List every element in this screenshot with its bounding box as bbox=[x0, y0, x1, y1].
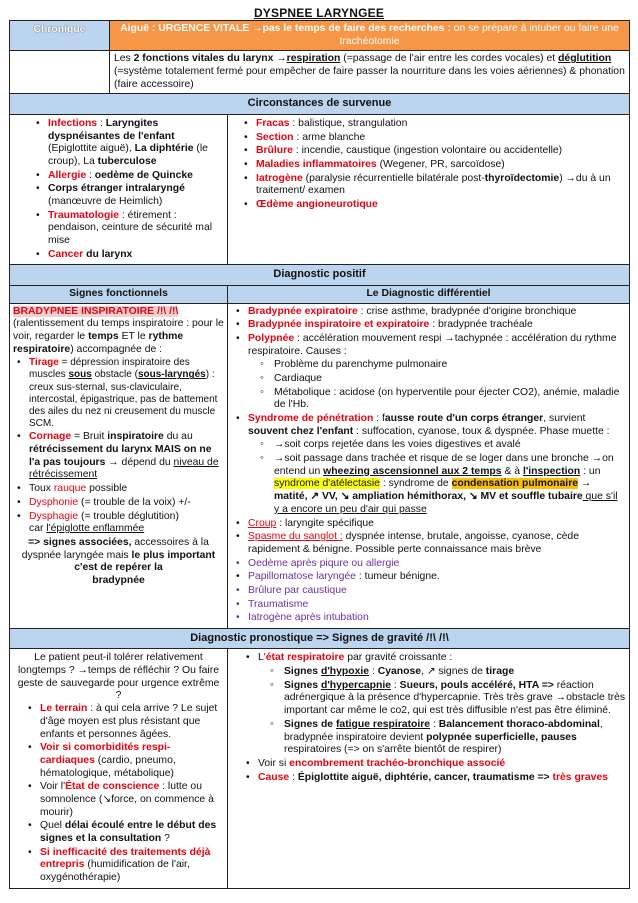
list-item: • Section : arme blanche bbox=[240, 132, 623, 145]
list-item: • Traumatologie : étirement : pendaison, ceinture de sécurité mal mise bbox=[32, 210, 221, 248]
penetration-phases bbox=[248, 439, 625, 516]
chronique-label: Chronique bbox=[33, 24, 86, 35]
list-item: • Corps étranger intralaryngé (manœuvre de Heimlich) bbox=[32, 183, 221, 208]
circonstances-left bbox=[10, 114, 228, 265]
list-item: • Le terrain : à qui cela arrive ? Le sujet d'âge moyen est plus résistant que enfants et personnes âgées. bbox=[24, 703, 223, 741]
aigue-title: Aiguë : URGENCE VITALE →pas le temps de faire des recherches : bbox=[120, 23, 451, 34]
gravite-subitems bbox=[258, 666, 625, 757]
circonstances-right bbox=[228, 114, 630, 265]
list-item: • Quel délai écoulé entre le début des signes et la consultation ? bbox=[24, 820, 223, 845]
list-item: • Tirage = dépression inspiratoire des muscles sous obstacle (sous-laryngés) : creux sus-sternal, sus-claviculaire, intercostal, épigastrique, pas de battement des ailes du nez ni creusement du muscle SCM. bbox=[13, 357, 224, 430]
list-item: • Dysphagie (= trouble déglutition) car l'épiglotte enflammée bbox=[13, 511, 224, 536]
signes-fonctionnels-cell bbox=[10, 303, 228, 629]
circonstances-left-list bbox=[32, 118, 221, 262]
deglutition-rest: (=système totalement fermé pour empêcher de faire passer la nourriture dans les voies aériennes) & phonation (faire accessoire) bbox=[114, 66, 625, 90]
list-item: • Traumatisme bbox=[232, 599, 625, 612]
circonstances-heading: Circonstances de survenue bbox=[10, 94, 630, 114]
signes-associees: => signes associées, accessoires à la dyspnée laryngée mais le plus important c'est de repérer la bradypnée bbox=[21, 536, 216, 586]
bradypnee-desc: (ralentissement du temps inspiratoire : pour le voir, regarder le temps ET le rythme respiratoire) accompagnée de : bbox=[13, 318, 224, 355]
differentiel-cell bbox=[228, 303, 630, 629]
list-item: • Cornage = Bruit inspiratoire du au rétrécissement du larynx MAIS on ne l'a pas toujours → dépend du niveau de rétrécissement bbox=[13, 431, 224, 482]
deglutition-term: déglutition bbox=[558, 53, 612, 65]
pronostic-left bbox=[10, 649, 228, 888]
aigue-cell bbox=[110, 21, 630, 51]
pronostic-intro: Le patient peut-il tolérer relativement longtemps ? →temps de réfléchir ? Ou faire geste de sauvegarde pour urgence extrême ? bbox=[17, 652, 220, 702]
list-item: ◦ Problème du parenchyme pulmonaire bbox=[260, 359, 625, 372]
differentiel-list bbox=[232, 306, 625, 626]
bradypnee-label: BRADYPNEE INSPIRATOIRE /!\ /!\ bbox=[13, 305, 179, 317]
list-item: • Iatrogène après intubation bbox=[232, 612, 625, 625]
fonctions-arrow: → bbox=[273, 53, 287, 65]
signes-list bbox=[13, 357, 224, 536]
pronostic-right-list bbox=[242, 652, 625, 784]
pronostic-left-list bbox=[14, 703, 223, 885]
main-table bbox=[9, 20, 630, 889]
aigue-rest: on se prépare à intuber ou faire une trachéotomie bbox=[339, 23, 619, 47]
list-item: • Voir si encombrement trachéo-bronchique associé bbox=[242, 758, 625, 771]
fonctions-cell bbox=[110, 51, 630, 94]
fonctions-pre: Les bbox=[114, 53, 134, 65]
list-item: • Fracas : balistique, strangulation bbox=[240, 118, 623, 131]
list-item: • Bradypnée expiratoire : crise asthme, bradypnée d'origine bronchique bbox=[232, 306, 625, 319]
list-item: • Papillomatose laryngée : tumeur bénigne. bbox=[232, 571, 625, 584]
respiration-term: respiration bbox=[286, 53, 341, 65]
list-item: • Voir si comorbidités respi-cardiaques (cardio, pneumo, hématologique, métabolique) bbox=[24, 742, 223, 780]
fonctions-bold: 2 fonctions vitales du larynx bbox=[133, 53, 274, 65]
list-item: • Polypnée : accélération mouvement respi →tachypnée : accélération du rythme respiratoire. Causes : ◦ Problème du parenchyme pulmonaire ◦ Cardiaque ◦ Métabolique : acidose (on hyperventile pour éjecter CO2), anémie, maladie de l'Hb. bbox=[232, 333, 625, 412]
list-item: • Brûlure par caustique bbox=[232, 585, 625, 598]
pronostic-right bbox=[228, 649, 630, 888]
col-signes-fonctionnels: Signes fonctionnels bbox=[10, 285, 228, 303]
page-title: DYSPNEE LARYNGEE bbox=[253, 6, 385, 20]
col-diagnostic-differentiel: Le Diagnostic différentiel bbox=[228, 285, 630, 303]
list-item: ◦ →soit passage dans trachée et risque de se loger dans une bronche →on entend un wheezing ascensionnel aux 2 temps & à l'inspection : un syndrome d'atélectasie : syndrome de condensation pulmonaire → matité, ↗ VV, ↘ ampliation hémithorax, ↘ MV et souffle tubaire que s'il y a encore un peu d'air qui passe bbox=[260, 453, 625, 516]
list-item: • Brûlure : incendie, caustique (ingestion volontaire ou accidentelle) bbox=[240, 145, 623, 158]
list-item: ◦ →soit corps rejetée dans les voies digestives et avalé bbox=[260, 439, 625, 452]
list-item: • Cancer du larynx bbox=[32, 249, 221, 262]
polypnee-causes bbox=[248, 359, 625, 412]
chronique-empty bbox=[10, 51, 110, 94]
list-item: • Bradypnée inspiratoire et expiratoire : bradypnée trachéale bbox=[232, 319, 625, 332]
circonstances-right-list bbox=[240, 118, 623, 212]
list-item: ◦ Cardiaque bbox=[260, 373, 625, 386]
list-item: • Spasme du sanglot : dyspnée intense, brutale, angoisse, cyanose, cède rapidement & bénigne. Possible perte connaissance mais brève bbox=[232, 531, 625, 556]
list-item: • Dysphonie (= trouble de la voix) +/- bbox=[13, 497, 224, 510]
list-item: • Si inefficacité des traitements déjà entrepris (humidification de l'air, oxygénothérapie) bbox=[24, 847, 223, 885]
list-item: ◦ Signes d'hypoxie : Cyanose, ↗ signes de tirage bbox=[270, 666, 625, 679]
list-item: • Toux rauque possible bbox=[13, 483, 224, 496]
list-item: • Syndrome de pénétration : fausse route d'un corps étranger, survient souvent chez l'enfant : suffocation, cyanose, toux & dyspnée. Phase muette : ◦ →soit corps rejetée dans les voies digestives et avalé ◦ →soit passage dans trachée et risque de se loger dans une bronche →on entend un wheezing ascensionnel aux 2 temps & à l'inspection : un syndrome d'atélectasie : syndrome de condensation pulmonaire → matité, ↗ VV, ↘ ampliation hémithorax, ↘ MV et souffle tubaire que s'il y a encore un peu d'air qui passe bbox=[232, 413, 625, 517]
list-item: • Voir l'État de conscience : lutte ou somnolence (↘force, on commence à mourir) bbox=[24, 781, 223, 819]
list-item: • Œdème angioneurotique bbox=[240, 199, 623, 212]
list-item: • Iatrogène (paralysie récurrentielle bilatérale post-thyroïdectomie) →du à un traitement/ examen bbox=[240, 173, 623, 198]
chronique-cell bbox=[10, 21, 110, 51]
list-item: • L'état respiratoire par gravité croissante : ◦ Signes d'hypoxie : Cyanose, ↗ signes de tirage ◦ Signes d'hypercapnie : Sueurs, pouls accéléré, HTA => réaction adrénergique à la présence d'hypercapnie. Très très grave →obstacle très important car même le co2, qui est très diffusible n'est pas être éliminé. ◦ Signes de fatigue respiratoire : Balancement thoraco-abdominal, bradypnée inspiratoire devient polypnée superficielle, pauses respiratoires (=> on s'arrête bientôt de respirer) bbox=[242, 652, 625, 757]
list-item: • Oedème après piqure ou allergie bbox=[232, 558, 625, 571]
list-item: • Maladies inflammatoires (Wegener, PR, sarcoïdose) bbox=[240, 159, 623, 172]
list-item: • Croup : laryngite spécifique bbox=[232, 518, 625, 531]
list-item: • Allergie : oedème de Quincke bbox=[32, 170, 221, 183]
list-item: ◦ Métabolique : acidose (on hyperventile pour éjecter CO2), anémie, maladie de l'Hb. bbox=[260, 387, 625, 412]
respiration-rest: (=passage de l'air entre les cordes vocales) et bbox=[340, 53, 559, 65]
list-item: • Infections : Laryngites dyspnéisantes de l'enfant (Epiglottite aiguë), La diphtérie (le croup), La tuberculose bbox=[32, 118, 221, 169]
list-item: ◦ Signes d'hypercapnie : Sueurs, pouls accéléré, HTA => réaction adrénergique à la présence d'hypercapnie. Très très grave →obstacle très important car même le co2, qui est très diffusible n'est pas être éliminé. bbox=[270, 680, 625, 718]
diagnostic-heading: Diagnostic positif bbox=[10, 265, 630, 285]
list-item: • Cause : Épiglottite aiguë, diphtérie, cancer, traumatisme => très graves bbox=[242, 772, 625, 785]
pronostic-heading: Diagnostic pronostique => Signes de gravité /!\ /!\ bbox=[10, 629, 630, 649]
list-item: ◦ Signes de fatigue respiratoire : Balancement thoraco-abdominal, bradypnée inspiratoire devient polypnée superficielle, pauses respiratoires (=> on s'arrête bientôt de respirer) bbox=[270, 719, 625, 757]
